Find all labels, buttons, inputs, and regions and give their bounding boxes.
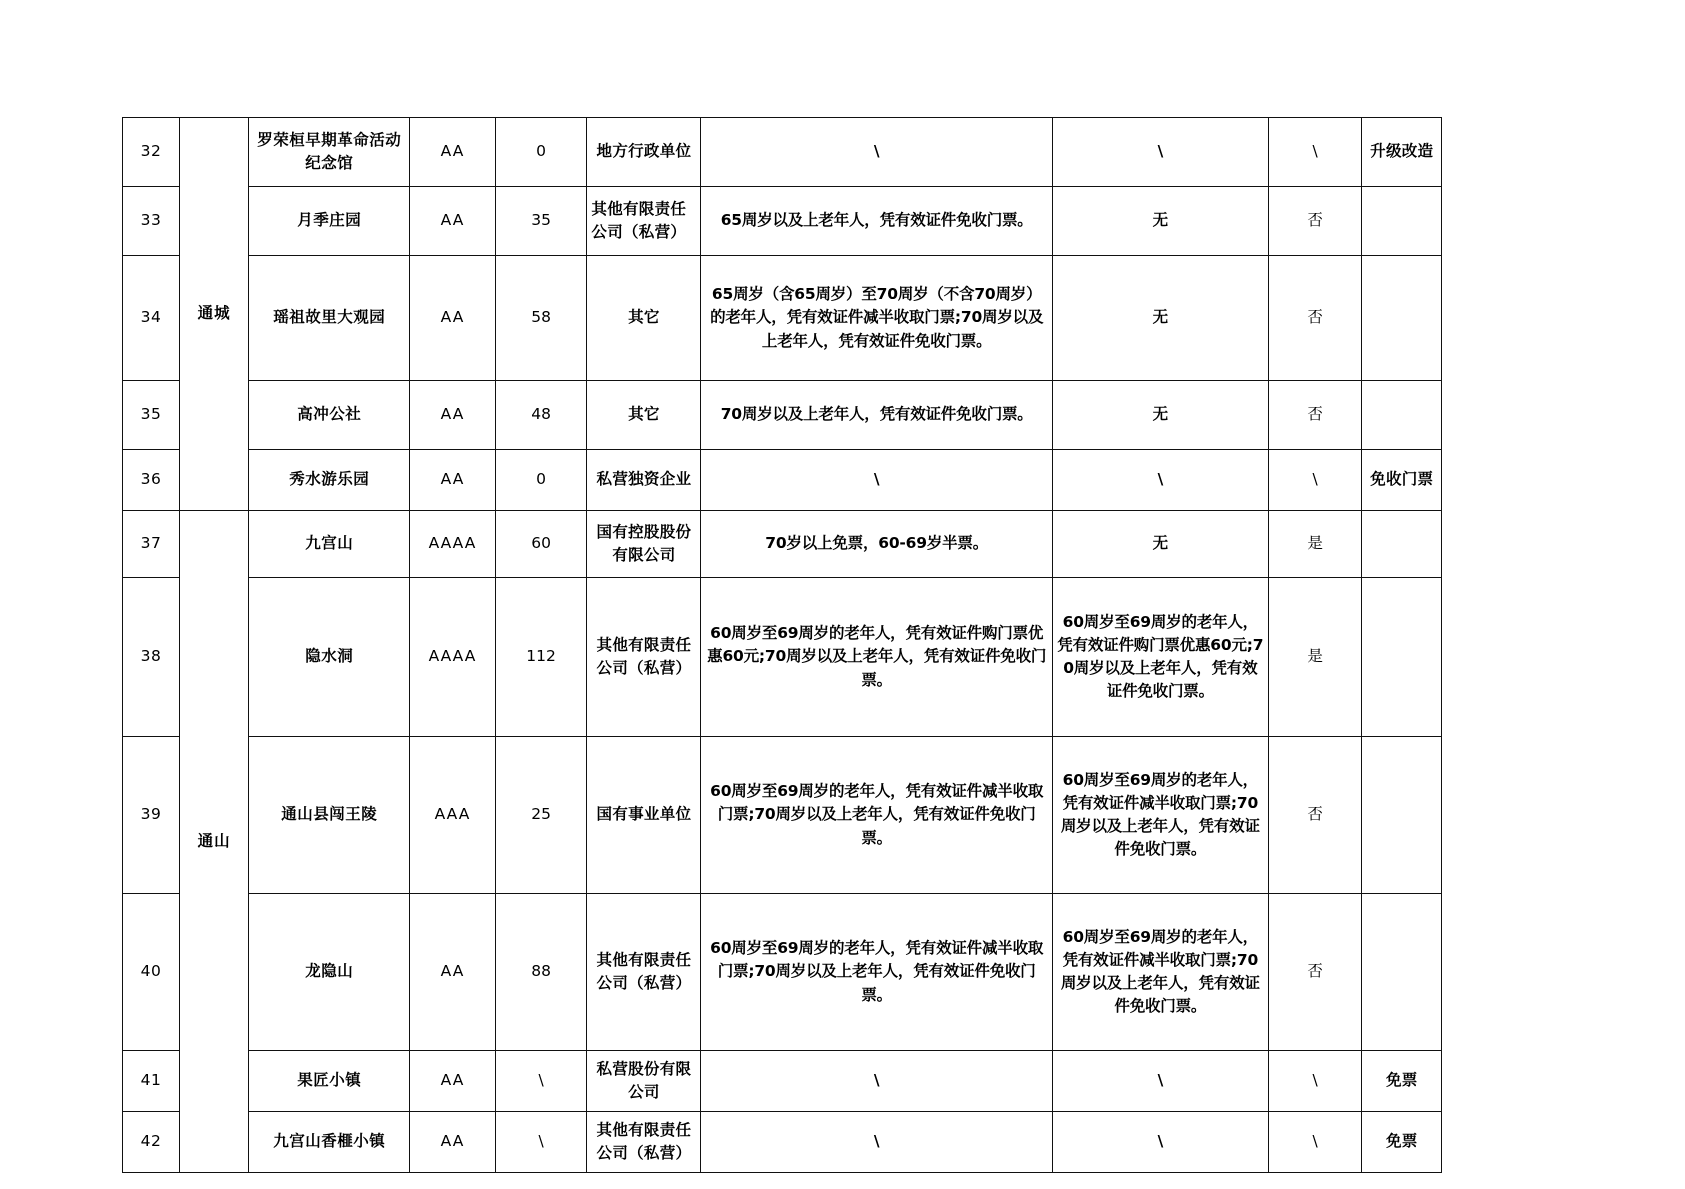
owner-type: 其他有限责任公司（私营）: [587, 187, 701, 256]
table-row: [123, 118, 1442, 187]
row-index: 35: [123, 381, 180, 450]
implemented-flag: 否: [1268, 737, 1362, 894]
row-index: 33: [123, 187, 180, 256]
table-row: [123, 1112, 1442, 1173]
remark-cell: [1362, 737, 1442, 894]
row-index: 36: [123, 450, 180, 511]
table-container: [122, 117, 1442, 1173]
owner-type: 其它: [587, 381, 701, 450]
ticket-price: 0: [495, 450, 587, 511]
ticket-price: 48: [495, 381, 587, 450]
implemented-flag: \: [1268, 1051, 1362, 1112]
elderly-policy: 60周岁至69周岁的老年人，凭有效证件购门票优惠60元;70周岁以及上老年人，凭有效证件免收门票。: [701, 578, 1052, 737]
owner-type: 其他有限责任公司（私营）: [587, 578, 701, 737]
other-policy: \: [1052, 450, 1268, 511]
table-row: [123, 381, 1442, 450]
spot-name: 九宫山: [249, 511, 410, 578]
spot-level: AA: [410, 894, 496, 1051]
elderly-policy: 60周岁至69周岁的老年人，凭有效证件减半收取门票;70周岁以及上老年人，凭有效证件免收门票。: [701, 737, 1052, 894]
remark-cell: 免收门票: [1362, 450, 1442, 511]
table-row: [123, 450, 1442, 511]
owner-type: 其它: [587, 256, 701, 381]
remark-cell: [1362, 256, 1442, 381]
implemented-flag: \: [1268, 118, 1362, 187]
ticket-price: 0: [495, 118, 587, 187]
remark-cell: [1362, 578, 1442, 737]
table-row: [123, 256, 1442, 381]
row-index: 42: [123, 1112, 180, 1173]
remark-cell: [1362, 381, 1442, 450]
row-index: 34: [123, 256, 180, 381]
owner-type: 国有事业单位: [587, 737, 701, 894]
ticket-price: \: [495, 1051, 587, 1112]
remark-cell: [1362, 511, 1442, 578]
owner-type: 其他有限责任公司（私营）: [587, 894, 701, 1051]
spot-level: AAAA: [410, 511, 496, 578]
spot-name: 龙隐山: [249, 894, 410, 1051]
spot-level: AAA: [410, 737, 496, 894]
ticket-price: 60: [495, 511, 587, 578]
spot-name: 月季庄园: [249, 187, 410, 256]
spot-level: AA: [410, 450, 496, 511]
ticket-price: 112: [495, 578, 587, 737]
spot-name: 九宫山香榧小镇: [249, 1112, 410, 1173]
other-policy: 无: [1052, 511, 1268, 578]
spot-name: 罗荣桓早期革命活动纪念馆: [249, 118, 410, 187]
spot-level: AA: [410, 256, 496, 381]
area-cell-tongcheng: 通城: [180, 118, 249, 511]
ticket-price: 88: [495, 894, 587, 1051]
remark-cell: [1362, 187, 1442, 256]
elderly-policy: 70周岁以及上老年人，凭有效证件免收门票。: [701, 381, 1052, 450]
elderly-policy: 65周岁（含65周岁）至70周岁（不含70周岁）的老年人，凭有效证件减半收取门票;70周岁以及上老年人，凭有效证件免收门票。: [701, 256, 1052, 381]
spot-level: AA: [410, 1112, 496, 1173]
owner-type: 地方行政单位: [587, 118, 701, 187]
elderly-policy: 65周岁以及上老年人，凭有效证件免收门票。: [701, 187, 1052, 256]
spot-level: AA: [410, 1051, 496, 1112]
spot-level: AA: [410, 381, 496, 450]
other-policy: 无: [1052, 187, 1268, 256]
implemented-flag: \: [1268, 450, 1362, 511]
spot-level: AA: [410, 118, 496, 187]
elderly-policy: \: [701, 118, 1052, 187]
other-policy: \: [1052, 118, 1268, 187]
owner-type: 其他有限责任公司（私营）: [587, 1112, 701, 1173]
spot-name: 通山县闯王陵: [249, 737, 410, 894]
remark-cell: 免票: [1362, 1051, 1442, 1112]
elderly-policy: 70岁以上免票，60-69岁半票。: [701, 511, 1052, 578]
table-row: [123, 511, 1442, 578]
implemented-flag: 否: [1268, 381, 1362, 450]
other-policy: \: [1052, 1112, 1268, 1173]
implemented-flag: 否: [1268, 256, 1362, 381]
ticket-price: \: [495, 1112, 587, 1173]
table-row: [123, 737, 1442, 894]
row-index: 39: [123, 737, 180, 894]
remark-cell: [1362, 894, 1442, 1051]
row-index: 37: [123, 511, 180, 578]
row-index: 40: [123, 894, 180, 1051]
table-row: [123, 894, 1442, 1051]
other-policy: 无: [1052, 381, 1268, 450]
other-policy: 60周岁至69周岁的老年人，凭有效证件减半收取门票;70周岁以及上老年人，凭有效证件免收门票。: [1052, 737, 1268, 894]
spot-name: 瑶祖故里大观园: [249, 256, 410, 381]
elderly-policy: 60周岁至69周岁的老年人，凭有效证件减半收取门票;70周岁以及上老年人，凭有效证件免收门票。: [701, 894, 1052, 1051]
area-cell-tongshan: 通山: [180, 511, 249, 1173]
other-policy: \: [1052, 1051, 1268, 1112]
table-row: [123, 578, 1442, 737]
remark-cell: 升级改造: [1362, 118, 1442, 187]
ticket-price: 25: [495, 737, 587, 894]
table-row: [123, 1051, 1442, 1112]
row-index: 41: [123, 1051, 180, 1112]
owner-type: 国有控股股份有限公司: [587, 511, 701, 578]
other-policy: 无: [1052, 256, 1268, 381]
ticket-price: 58: [495, 256, 587, 381]
elderly-policy: \: [701, 1112, 1052, 1173]
spot-name: 秀水游乐园: [249, 450, 410, 511]
other-policy: 60周岁至69周岁的老年人，凭有效证件减半收取门票;70周岁以及上老年人，凭有效证件免收门票。: [1052, 894, 1268, 1051]
owner-type: 私营股份有限公司: [587, 1051, 701, 1112]
scenic-spot-elderly-discount-table: [122, 117, 1442, 1173]
spot-name: 果匠小镇: [249, 1051, 410, 1112]
spot-level: AAAA: [410, 578, 496, 737]
owner-type: 私营独资企业: [587, 450, 701, 511]
implemented-flag: \: [1268, 1112, 1362, 1173]
implemented-flag: 是: [1268, 578, 1362, 737]
spot-name: 隐水洞: [249, 578, 410, 737]
row-index: 32: [123, 118, 180, 187]
table-row: [123, 187, 1442, 256]
spot-name: 高冲公社: [249, 381, 410, 450]
other-policy: 60周岁至69周岁的老年人，凭有效证件购门票优惠60元;70周岁以及上老年人，凭有效证件免收门票。: [1052, 578, 1268, 737]
remark-cell: 免票: [1362, 1112, 1442, 1173]
implemented-flag: 是: [1268, 511, 1362, 578]
elderly-policy: \: [701, 450, 1052, 511]
implemented-flag: 否: [1268, 894, 1362, 1051]
elderly-policy: \: [701, 1051, 1052, 1112]
ticket-price: 35: [495, 187, 587, 256]
spot-level: AA: [410, 187, 496, 256]
row-index: 38: [123, 578, 180, 737]
implemented-flag: 否: [1268, 187, 1362, 256]
